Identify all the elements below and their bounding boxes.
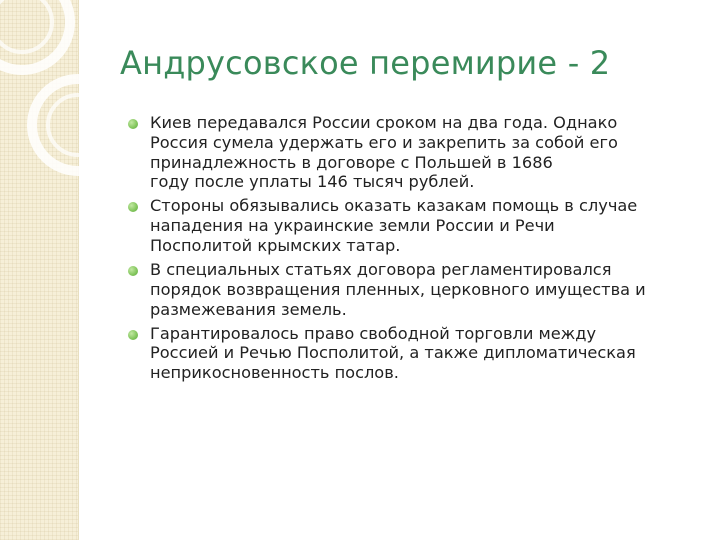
bullet-text-line: Гарантировалось право свободной торговли между (150, 323, 597, 343)
bullet-dot-icon (128, 330, 138, 340)
bullet-list (128, 113, 708, 387)
bullet-item (128, 260, 708, 319)
bullet-dot-icon (128, 119, 138, 129)
bullet-text-line: Посполитой крымских татар. (150, 235, 401, 255)
bullet-text-line: Стороны обязывались оказать казакам помощь в случае (150, 196, 638, 216)
bullet-dot-icon (128, 266, 138, 276)
bullet-text-line: году после уплаты 146 тысяч рублей. (150, 172, 475, 192)
bullet-text-line: неприкосновенность послов. (150, 363, 399, 383)
bullet-item (128, 113, 708, 192)
bullet-item (128, 196, 708, 255)
bullet-text-line: нападения на украинские земли России и Речи (150, 216, 555, 236)
bullet-text-line: принадлежность в договоре с Польшей в 1686 (150, 152, 553, 172)
bullet-text-line: Россия сумела удержать его и закрепить за собой его (150, 132, 618, 152)
bullet-text-line: порядок возвращения пленных, церковного имущества и (150, 279, 646, 299)
bullet-item (128, 324, 708, 383)
bullet-text-line: Киев передавался России сроком на два года. Однако (150, 113, 618, 132)
bullet-text-line: В специальных статьях договора регламентировался (150, 259, 612, 279)
bullet-dot-icon (128, 202, 138, 212)
decorative-circles-graphic (0, 0, 120, 240)
bullet-text-line: размежевания земель. (150, 299, 347, 319)
slide-title: Андрусовское перемирие - 2 (120, 44, 611, 82)
bullet-text-line: Россией и Речью Посполитой, а также дипломатическая (150, 343, 636, 363)
